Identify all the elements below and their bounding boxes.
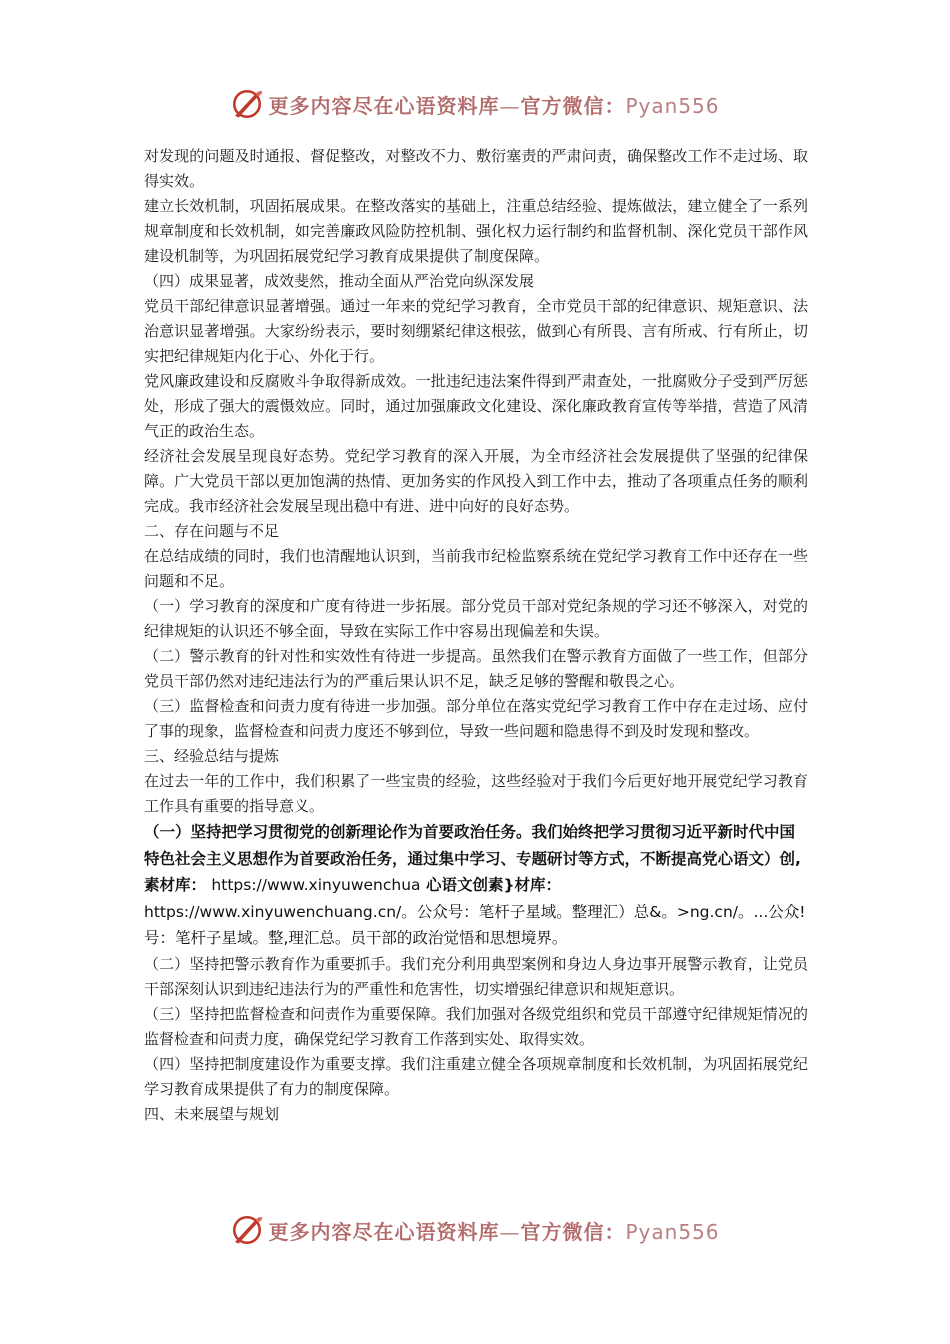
section-heading: 三、经验总结与提炼 (144, 747, 280, 765)
footer-banner (0, 1208, 950, 1252)
paragraph: 在过去一年的工作中，我们积累了一些宝贵的经验，这些经验对于我们今后更好地开展党纪学习教育工作具有重要的指导意义。 (144, 772, 808, 815)
quill-pen-icon (230, 1213, 264, 1247)
paragraph: 建立长效机制，巩固拓展成果。在整改落实的基础上，注重总结经验、提炼做法，建立健全了一系列规章制度和长效机制，如完善廉政风险防控机制、强化权力运行制约和监督机制、深化党员干部作风建设机制等，为巩固拓展党纪学习教育成果提供了制度保障。 (144, 197, 808, 265)
paragraph: （一）学习教育的深度和广度有待进一步拓展。部分党员干部对党纪条规的学习还不够深入，对党的纪律规矩的认识还不够全面，导致在实际工作中容易出现偏差和失误。 (144, 597, 808, 640)
wechat-id: Pyan556 (625, 93, 720, 118)
bold-paragraph: （一）坚持把学习贯彻党的创新理论作为首要政治任务。我们始终把学习贯彻习近平新时代中国特色社会主义思想作为首要政治任务，通过集中学习、专题研讨等方式，不断提高党心语文）创,素材库： https://www.xinyuwenchua 心语文创素}材库： https://www.xinyuwenchuang.cn/。公众号：笔杆子星域。整理汇）总&。>ng.cn/。...公众!号：笔杆子星域。整,理汇总。员干部的政治觉悟和思想境界。 (144, 823, 806, 948)
header-banner (0, 82, 950, 126)
paragraph: 在总结成绩的同时，我们也清醒地认识到，当前我市纪检监察系统在党纪学习教育工作中还存在一些问题和不足。 (144, 547, 808, 590)
paragraph: 党风廉政建设和反腐败斗争取得新成效。一批违纪违法案件得到严肃查处，一批腐败分子受到严厉惩处，形成了强大的震慑效应。同时，通过加强廉政文化建设、深化廉政教育宣传等举措，营造了风清气正的政治生态。 (144, 372, 808, 440)
section-heading: （四）成果显著，成效斐然，推动全面从严治党向纵深发展 (144, 272, 535, 290)
banner-title: 更多内容尽在心语资料库—官方微信：Pyan556 (268, 93, 720, 118)
wechat-id: Pyan556 (625, 1219, 720, 1244)
quill-pen-icon (230, 87, 264, 121)
paragraph: 经济社会发展呈现良好态势。党纪学习教育的深入开展，为全市经济社会发展提供了坚强的纪律保障。广大党员干部以更加饱满的热情、更加务实的作风投入到工作中去，推动了各项重点任务的顺利完成。我市经济社会发展呈现出稳中有进、进中向好的良好态势。 (144, 447, 808, 515)
banner-title: 更多内容尽在心语资料库—官方微信：Pyan556 (268, 1219, 720, 1244)
paragraph: 对发现的问题及时通报、督促整改，对整改不力、敷衍塞责的严肃问责，确保整改工作不走过场、取得实效。 (144, 147, 808, 190)
paragraph: （二）坚持把警示教育作为重要抓手。我们充分利用典型案例和身边人身边事开展警示教育，让党员干部深刻认识到违纪违法行为的严重性和危害性，切实增强纪律意识和规矩意识。 (144, 954, 808, 998)
document-body (144, 144, 808, 1127)
paragraph: 党员干部纪律意识显著增强。通过一年来的党纪学习教育，全市党员干部的纪律意识、规矩意识、法治意识显著增强。大家纷纷表示，要时刻绷紧纪律这根弦，做到心有所畏、言有所戒、行有所止，切实把纪律规矩内化于心、外化于行。 (144, 297, 808, 365)
paragraph: （二）警示教育的针对性和实效性有待进一步提高。虽然我们在警示教育方面做了一些工作，但部分党员干部仍然对违纪违法行为的严重后果认识不足，缺乏足够的警醒和敬畏之心。 (144, 647, 808, 690)
paragraph: （三）坚持把监督检查和问责作为重要保障。我们加强对各级党组织和党员干部遵守纪律规矩情况的监督检查和问责力度，确保党纪学习教育工作落到实处、取得实效。 (144, 1004, 808, 1048)
section-heading: 二、存在问题与不足 (144, 522, 280, 540)
paragraph: （三）监督检查和问责力度有待进一步加强。部分单位在落实党纪学习教育工作中存在走过场、应付了事的现象，监督检查和问责力度还不够到位，导致一些问题和隐患得不到及时发现和整改。 (144, 697, 808, 740)
paragraph: （四）坚持把制度建设作为重要支撑。我们注重建立健全各项规章制度和长效机制，为巩固拓展党纪学习教育成果提供了有力的制度保障。 (144, 1054, 808, 1098)
section-heading: 四、未来展望与规划 (144, 1104, 280, 1123)
